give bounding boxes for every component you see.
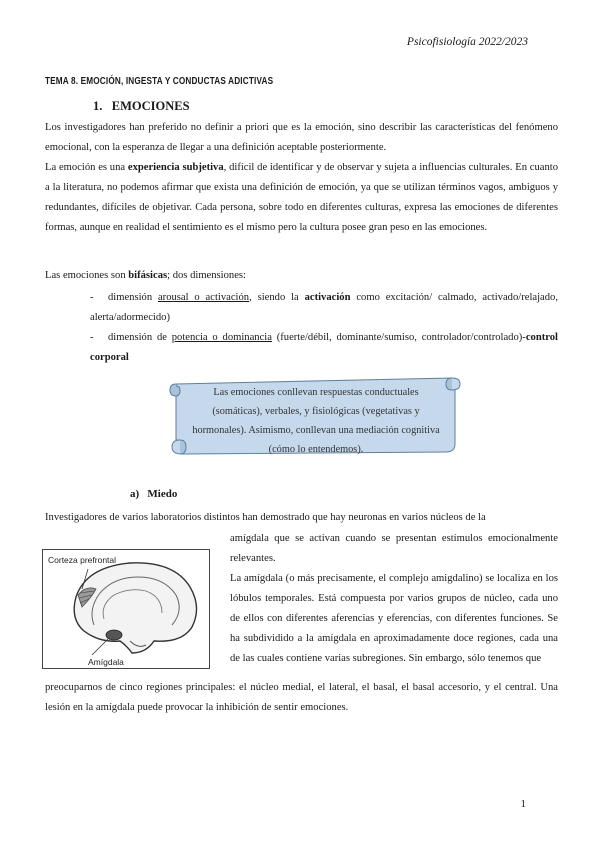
list-bold: control corporal (90, 332, 558, 363)
section-heading (93, 99, 190, 114)
list-underlined: arousal o activación (157, 292, 250, 303)
list-text: dimensión de (108, 332, 172, 343)
list-dash: - (90, 332, 94, 343)
paragraph-regions: preocuparnos de cinco regiones principales: el núcleo medial, el lateral, el basal, el basal accesorio, y el central. Una lesión en la amígdala puede provocar la inhibición de sentir emociones. (45, 682, 558, 713)
figure-label-cortex: Corteza prefrontal (48, 555, 117, 565)
subsection-heading (130, 488, 177, 500)
paragraph-fear-intro: Investigadores de varios laboratorios distintos han demostrado que hay neuronas en varios núcleos de la (45, 512, 486, 523)
paragraph-definition (45, 158, 558, 238)
paragraph-definition-bold: experiencia subjetiva (127, 162, 224, 173)
list-text: (fuerte/débil, dominante/sumiso, controlador/controlado)- (271, 332, 526, 343)
list-text: , siendo la (249, 292, 305, 303)
brain-figure (42, 549, 210, 669)
list-dash: - (90, 292, 94, 303)
tema-title: TEMA 8. EMOCIÓN, INGESTA Y CONDUCTAS ADICTIVAS (45, 76, 274, 87)
callout-text: Las emociones conllevan respuestas conductuales (somáticas), verbales, y fisiológicas (vegetativas y hormonales). Asimismo, conllevan una mediación cognitiva (cómo lo entendemos). (192, 387, 440, 455)
page-number: 1 (520, 798, 526, 810)
paragraph-biphasic-pre: Las emociones son (45, 270, 129, 281)
list-text: dimensión (108, 292, 158, 303)
section-title: EMOCIONES (111, 99, 190, 113)
section-number: 1. (93, 99, 103, 113)
list-text: como excitación/ calmado, activado/relajado, alerta/adormecido) (90, 292, 558, 323)
figure-label-amygdala: Amígdala (88, 657, 124, 667)
list-underlined: potencia o dominancia (171, 332, 272, 343)
paragraph-biphasic-post: ; dos dimensiones: (167, 270, 246, 281)
paragraph-intro: Los investigadores han preferido no definir a priori que es la emoción, sino describir las características del fenómeno emocional, con la esperanza de llegar a una definición aceptable posteriormente. (45, 122, 558, 153)
amygdala-text-p2: La amígdala (o más precisamente, el complejo amigdalino) se localiza en los lóbulos temporales. Está compuesta por varios grupos de núcleo, cada uno de ellos con diferentes aferencias y eferencias, con diferentes funciones. Se ha subdividido a la amígdala en aproximadamente doce regiones, cada una de las cuales contiene varias subregiones. Sin embargo, sólo tenemos que (230, 573, 558, 664)
paragraph-definition-post: , difícil de identificar y de observar y sujeta a influencias culturales. En cuanto a la literatura, no podemos afirmar que exista una definición de emoción, ya que se utilizan términos vagos, ambiguos y redundantes, difíciles de objetivar. Cada persona, sobre todo en diferentes culturas, expresa las emociones de diferentes formas, aunque en realidad el sentimiento es el mismo pero la cultura posee gran peso en las emociones. (45, 162, 559, 233)
callout-scroll (168, 374, 463, 458)
list-bold: activación (304, 292, 351, 303)
course-header: Psicofisiología 2022/2023 (406, 36, 528, 48)
list-item (90, 288, 558, 328)
amygdala-text (230, 529, 558, 669)
list-item (90, 328, 558, 368)
paragraph-biphasic-bold: bifásicas (128, 270, 168, 281)
paragraph-biphasic (45, 266, 558, 286)
paragraph-definition-pre: La emoción es una (45, 162, 128, 173)
amygdala-text-p1: amígdala que se activan cuando se presentan estímulos emocionalmente relevantes. (230, 533, 558, 564)
brain-diagram-icon (42, 549, 210, 669)
subsection-title: Miedo (147, 488, 178, 500)
subsection-label: a) (130, 488, 140, 500)
